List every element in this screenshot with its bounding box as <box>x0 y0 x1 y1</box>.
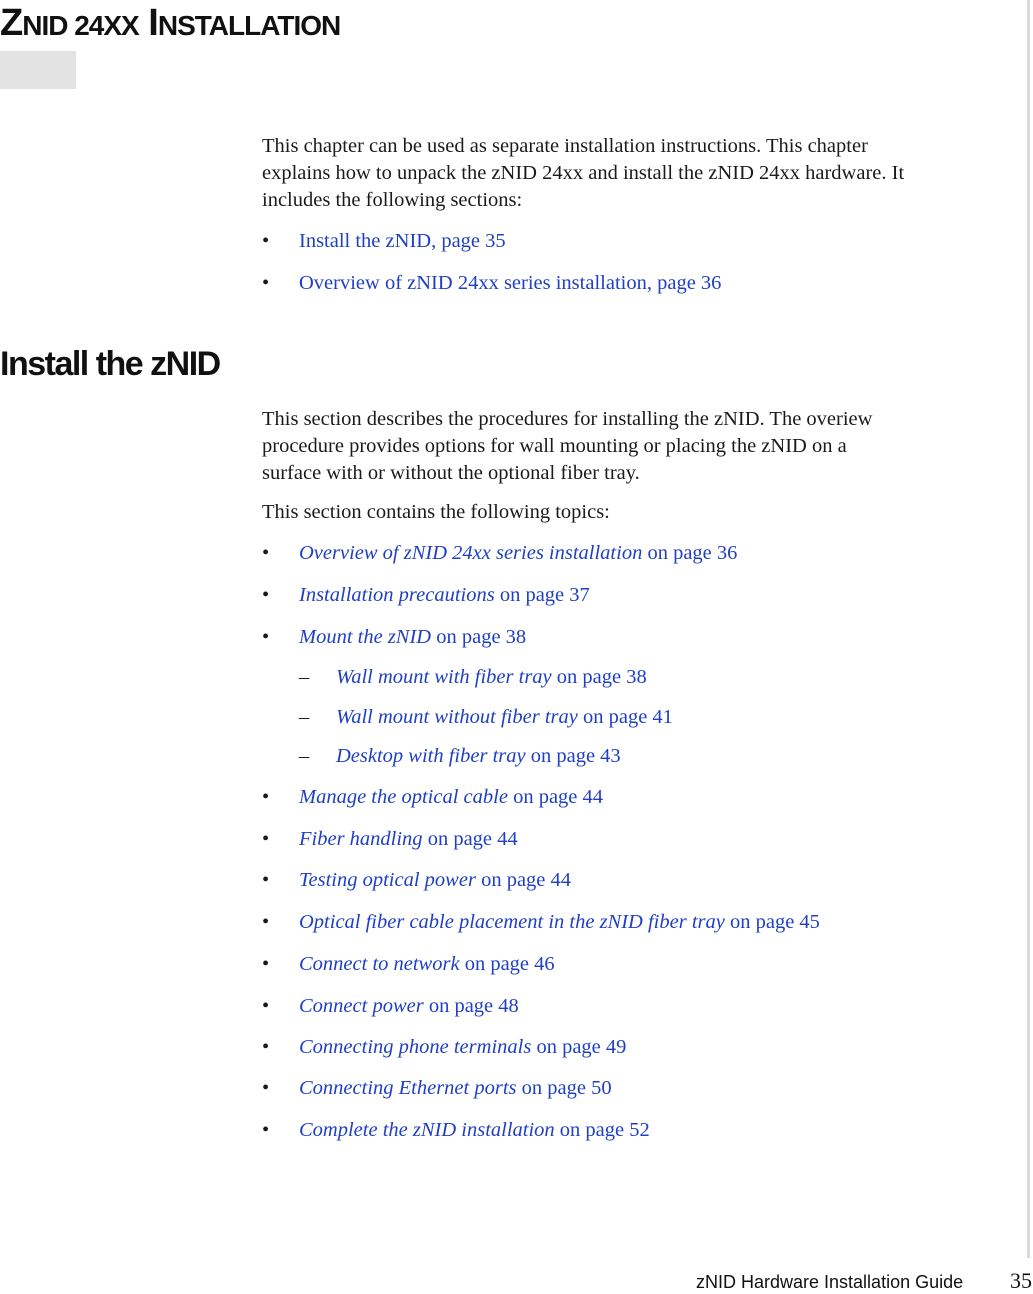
topic-link[interactable]: Desktop with fiber tray <box>336 745 526 767</box>
bullet: • <box>262 828 270 850</box>
bullet: • <box>262 542 270 564</box>
topic-link[interactable]: Installation precautions <box>299 584 495 606</box>
topic-page-ref[interactable]: on page 44 <box>422 828 518 850</box>
bullet: • <box>262 230 270 252</box>
bullet: • <box>262 272 270 294</box>
section-description: This section describes the procedures for installing the zNID. The overiew procedure provides options for wall mounting or placing the zNID on a surface with or without the optional fiber tray. <box>262 408 873 484</box>
topic-page-ref[interactable]: on page 37 <box>494 584 590 606</box>
bullet: • <box>262 786 270 808</box>
topic-link[interactable]: Manage the optical cable <box>299 786 508 808</box>
bullet: • <box>262 869 270 891</box>
topic-page-ref[interactable]: on page 48 <box>423 995 519 1017</box>
topic-page-ref[interactable]: on page 38 <box>431 626 527 648</box>
topic-link[interactable]: Mount the zNID <box>299 626 432 648</box>
topic-link[interactable]: Connect power <box>299 995 424 1017</box>
dash-bullet: – <box>299 666 310 688</box>
chapter-tab-marker <box>0 51 76 89</box>
topic-page-ref[interactable]: on page 43 <box>525 745 621 767</box>
footer-guide-title: zNID Hardware Installation Guide <box>696 1272 964 1292</box>
section-title: Install the zNID <box>0 345 220 383</box>
topic-link[interactable]: Connecting phone terminals <box>299 1036 532 1058</box>
topic-link[interactable]: Fiber handling <box>299 828 423 850</box>
bullet: • <box>262 1119 270 1141</box>
chapter-title: ZNID 24XX INSTALLATION <box>0 2 341 44</box>
page-edge-rule <box>1027 0 1030 1258</box>
topic-page-ref[interactable]: on page 41 <box>577 706 673 728</box>
topic-page-ref[interactable]: on page 44 <box>507 786 604 808</box>
topic-page-ref[interactable]: on page 46 <box>459 953 555 975</box>
topic-page-ref[interactable]: on page 38 <box>551 666 647 688</box>
link-install-the-znid[interactable]: Install the zNID, page 35 <box>299 230 506 252</box>
topic-link[interactable]: Connect to network <box>299 953 460 975</box>
topic-link[interactable]: Connecting Ethernet ports <box>299 1077 517 1099</box>
chapter-intro: This chapter can be used as separate installation instructions. This chapter explains how to unpack the zNID 24xx and install the zNID 24xx hardware. It includes the following sections: <box>262 135 905 211</box>
link-overview-installation[interactable]: Overview of zNID 24xx series installation, page 36 <box>299 272 722 294</box>
bullet: • <box>262 995 270 1017</box>
topic-page-ref[interactable]: on page 44 <box>475 869 572 891</box>
bullet: • <box>262 1036 270 1058</box>
topic-link[interactable]: Wall mount without fiber tray <box>336 706 578 728</box>
topics-intro: This section contains the following topics: <box>262 501 610 523</box>
bullet: • <box>262 953 270 975</box>
bullet: • <box>262 911 270 933</box>
dash-bullet: – <box>299 745 310 767</box>
topic-link[interactable]: Testing optical power <box>299 869 476 891</box>
topic-page-ref[interactable]: on page 50 <box>516 1077 612 1099</box>
topic-page-ref[interactable]: on page 45 <box>724 911 820 933</box>
topic-link[interactable]: Optical fiber cable placement in the zNID fiber tray <box>299 911 725 933</box>
dash-bullet: – <box>299 706 310 728</box>
topic-page-ref[interactable]: on page 52 <box>554 1119 650 1141</box>
topic-link[interactable]: Overview of zNID 24xx series installation <box>299 542 643 564</box>
bullet: • <box>262 626 270 648</box>
bullet: • <box>262 584 270 606</box>
topic-page-ref[interactable]: on page 49 <box>531 1036 627 1058</box>
topic-page-ref[interactable]: on page 36 <box>642 542 738 564</box>
footer-page-number: 35 <box>1010 1268 1032 1293</box>
topic-link[interactable]: Wall mount with fiber tray <box>336 666 552 688</box>
topic-link[interactable]: Complete the zNID installation <box>299 1119 555 1141</box>
bullet: • <box>262 1077 270 1099</box>
